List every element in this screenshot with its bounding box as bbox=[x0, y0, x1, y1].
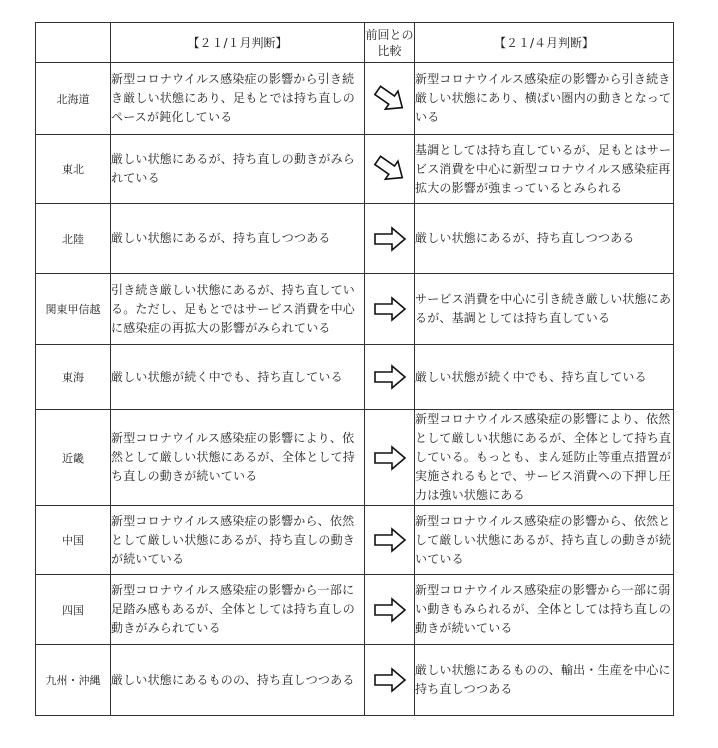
table-row bbox=[36, 345, 674, 410]
april-judgment: 厳しい状態にあるものの、輸出・生産を中心に持ち直しつつある bbox=[415, 645, 674, 716]
region-name: 中国 bbox=[36, 506, 111, 575]
region-name: 近畿 bbox=[36, 410, 111, 506]
right-arrow-icon bbox=[365, 597, 414, 623]
april-judgment: サービス消費を中心に引き続き厳しい状態にあるが、基調としては持ち直している bbox=[415, 274, 674, 345]
april-judgment: 厳しい状態が続く中でも、持ち直している bbox=[415, 345, 674, 410]
table-row bbox=[36, 506, 674, 575]
january-judgment: 新型コロナウイルス感染症の影響により、依然として厳しい状態にあるが、全体として持ち直しの動きが続いている bbox=[111, 410, 365, 506]
down-right-arrow-icon bbox=[365, 84, 414, 114]
january-judgment: 引き続き厳しい状態にあるが、持ち直している。ただし、足もとではサービス消費を中心に感染症の再拡大の影響がみられている bbox=[111, 274, 365, 345]
table-row bbox=[36, 204, 674, 274]
region-name: 北陸 bbox=[36, 204, 111, 274]
january-judgment: 厳しい状態にあるが、持ち直しの動きがみられている bbox=[111, 135, 365, 204]
comparison-cell bbox=[365, 575, 415, 645]
january-judgment: 厳しい状態が続く中でも、持ち直している bbox=[111, 345, 365, 410]
april-judgment: 新型コロナウイルス感染症の影響から、依然として厳しい状態にあるが、持ち直しの動きが続いている bbox=[415, 506, 674, 575]
table-row bbox=[36, 645, 674, 716]
region-name: 東海 bbox=[36, 345, 111, 410]
region-name: 北海道 bbox=[36, 63, 111, 135]
right-arrow-icon bbox=[365, 445, 414, 471]
header-row bbox=[36, 23, 674, 63]
april-judgment: 厳しい状態にあるが、持ち直しつつある bbox=[415, 204, 674, 274]
header-april-judgment: 【２１/４月判断】 bbox=[415, 23, 674, 63]
january-judgment: 新型コロナウイルス感染症の影響から、依然として厳しい状態にあるが、持ち直しの動きが続いている bbox=[111, 506, 365, 575]
comparison-cell bbox=[365, 645, 415, 716]
region-name: 関東甲信越 bbox=[36, 274, 111, 345]
comparison-cell bbox=[365, 204, 415, 274]
table-row bbox=[36, 135, 674, 204]
comparison-cell bbox=[365, 506, 415, 575]
comparison-cell bbox=[365, 63, 415, 135]
regional-judgment-table bbox=[35, 22, 674, 716]
header-january-judgment: 【２１/１月判断】 bbox=[111, 23, 365, 63]
comparison-cell bbox=[365, 410, 415, 506]
april-judgment: 基調としては持ち直しているが、足もとはサービス消費を中心に新型コロナウイルス感染症再拡大の影響が強まっているとみられる bbox=[415, 135, 674, 204]
region-name: 四国 bbox=[36, 575, 111, 645]
header-comparison: 前回との比較 bbox=[365, 23, 415, 63]
right-arrow-icon bbox=[365, 667, 414, 693]
table-body bbox=[36, 63, 674, 716]
right-arrow-icon bbox=[365, 364, 414, 390]
april-judgment: 新型コロナウイルス感染症の影響から一部に弱い動きもみられるが、全体としては持ち直しの動きが続いている bbox=[415, 575, 674, 645]
right-arrow-icon bbox=[365, 296, 414, 322]
comparison-cell bbox=[365, 135, 415, 204]
region-name: 東北 bbox=[36, 135, 111, 204]
table-row bbox=[36, 63, 674, 135]
april-judgment: 新型コロナウイルス感染症の影響から引き続き厳しい状態にあり、横ばい圏内の動きとなっている bbox=[415, 63, 674, 135]
comparison-cell bbox=[365, 345, 415, 410]
table-row bbox=[36, 410, 674, 506]
january-judgment: 厳しい状態にあるものの、持ち直しつつある bbox=[111, 645, 365, 716]
right-arrow-icon bbox=[365, 527, 414, 553]
april-judgment: 新型コロナウイルス感染症の影響により、依然として厳しい状態にあるが、全体として持ち直している。もっとも、まん延防止等重点措置が実施されるもとで、サービス消費への下押し圧力は強い状態にある bbox=[415, 410, 674, 506]
table-row bbox=[36, 274, 674, 345]
table-row bbox=[36, 575, 674, 645]
comparison-cell bbox=[365, 274, 415, 345]
january-judgment: 新型コロナウイルス感染症の影響から一部に足踏み感もあるが、全体としては持ち直しの動きがみられている bbox=[111, 575, 365, 645]
header-region bbox=[36, 23, 111, 63]
january-judgment: 厳しい状態にあるが、持ち直しつつある bbox=[111, 204, 365, 274]
region-name: 九州・沖縄 bbox=[36, 645, 111, 716]
january-judgment: 新型コロナウイルス感染症の影響から引き続き厳しい状態にあり、足もとでは持ち直しのペースが鈍化している bbox=[111, 63, 365, 135]
down-right-arrow-icon bbox=[365, 154, 414, 184]
right-arrow-icon bbox=[365, 226, 414, 252]
